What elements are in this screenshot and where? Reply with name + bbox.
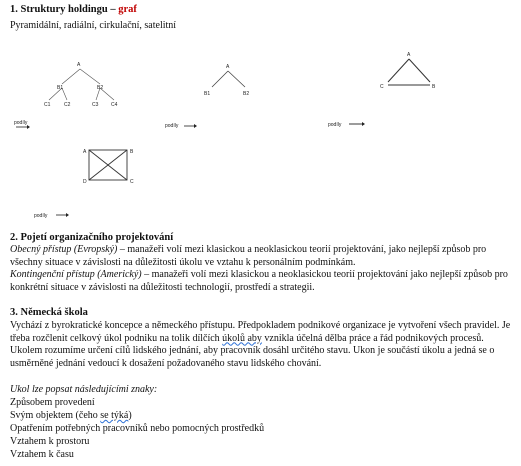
section-2-heading: 2. Pojetí organizačního projektování [10,232,174,243]
section-2-p2-lead: Kontingenční přístup (Americký) [10,269,142,280]
pyramid-node-c2: C2 [64,102,71,108]
section-3-list-intro-text: Ukol lze popsat následujícími znaky: [10,384,158,395]
radial-node-b2: B2 [243,91,250,97]
podily-arrow-2 [160,120,200,130]
list-item-2-end: ) [128,410,132,421]
podily-arrow-3 [328,119,370,129]
satellite-node-a: A [83,149,87,155]
list-item-1: Způsobem provedení [10,397,95,408]
pyramid-node-b1: B1 [57,85,64,91]
podily-arrow-4 [34,210,74,220]
list-item-5: Vztahem k času [10,449,74,460]
section-1-heading-text: 1. Struktury holdingu – [10,4,116,15]
section-3-heading: 3. Německá škola [10,307,88,318]
list-item-2-text: Svým objektem (čeho [10,410,101,421]
pyramid-node-a: A [77,62,81,68]
section-3-list-intro [10,384,157,396]
section-3-text-a: Vychází z byrokratické koncepce a německého přístupu. Předpokladem podnikové organizace je vytvoření všech pravidel. Je třeba rozčlenit celkový úkol podniku na tolik dílčích [10,320,511,344]
circular-node-a: A [407,52,411,58]
list-item-2-underlined: se týká [100,410,129,421]
list-item-2 [10,410,132,422]
podily-label-1: podíly [14,120,28,126]
section-1-heading-accent: graf [118,4,137,15]
section-3-text-c: vznikla účelná dělba práce a řád podnikových procesů. Ukolem rozumíme určení cílů lidského jednání, aby pracovník dosáhl určitého stavu. Ukon je součástí úkolu a jedná se o usměrněné jednání vedoucí k dosažení požadovaného stavu lidského chování. [10,332,495,369]
satellite-node-d: D [83,179,87,185]
podily-arrow-1 [14,119,50,129]
list-item-4: Vztahem k prostoru [10,436,90,447]
satellite-node-b: B [130,149,134,155]
radial-node-b1: B1 [204,91,211,97]
pyramid-diagram [22,58,142,118]
podily-label-2: podíly [165,123,179,129]
circular-node-c: C [380,84,384,90]
pyramid-node-c4: C4 [111,102,118,108]
radial-diagram [195,60,265,100]
pyramid-node-c1: C1 [44,102,51,108]
section-3-paragraph [10,320,513,370]
podily-label-3: podíly [328,122,342,128]
circular-diagram [375,50,445,95]
satellite-node-c: C [130,179,134,185]
section-2-p1-lead: Obecný přístup (Evropský) [10,244,118,255]
section-1-heading [10,4,137,15]
list-item-3: Opatřením potřebných pracovníků nebo pomocných prostředků [10,423,265,434]
section-2-paragraph-2 [10,269,513,294]
pyramid-node-c3: C3 [92,102,99,108]
section-2-p2-text: – manažeři volí mezi klasickou a neoklasickou teorií projektování jako nejlepší způsob pro konkrétní situace v závislosti na důležitosti technologií, prostředí a strategii. [10,269,508,293]
pyramid-node-b2: B2 [97,85,104,91]
section-3-text-underlined: úkolů aby [222,332,262,344]
section-1-subtitle: Pyramidální, radiální, cirkulační, satelitní [10,20,177,31]
podily-label-4: podíly [34,213,48,219]
radial-node-a: A [226,64,230,70]
satellite-diagram [80,144,140,186]
section-2-p1-text: – manažeři volí mezi klasickou a neoklasickou teorií projektování, jako nejlepší způsob pro všechny situace v závislosti na důležitosti úkolu ve vztahu k personálním podmínkám. [10,244,487,268]
circular-node-b: B [432,84,436,90]
section-2-paragraph-1 [10,244,513,269]
